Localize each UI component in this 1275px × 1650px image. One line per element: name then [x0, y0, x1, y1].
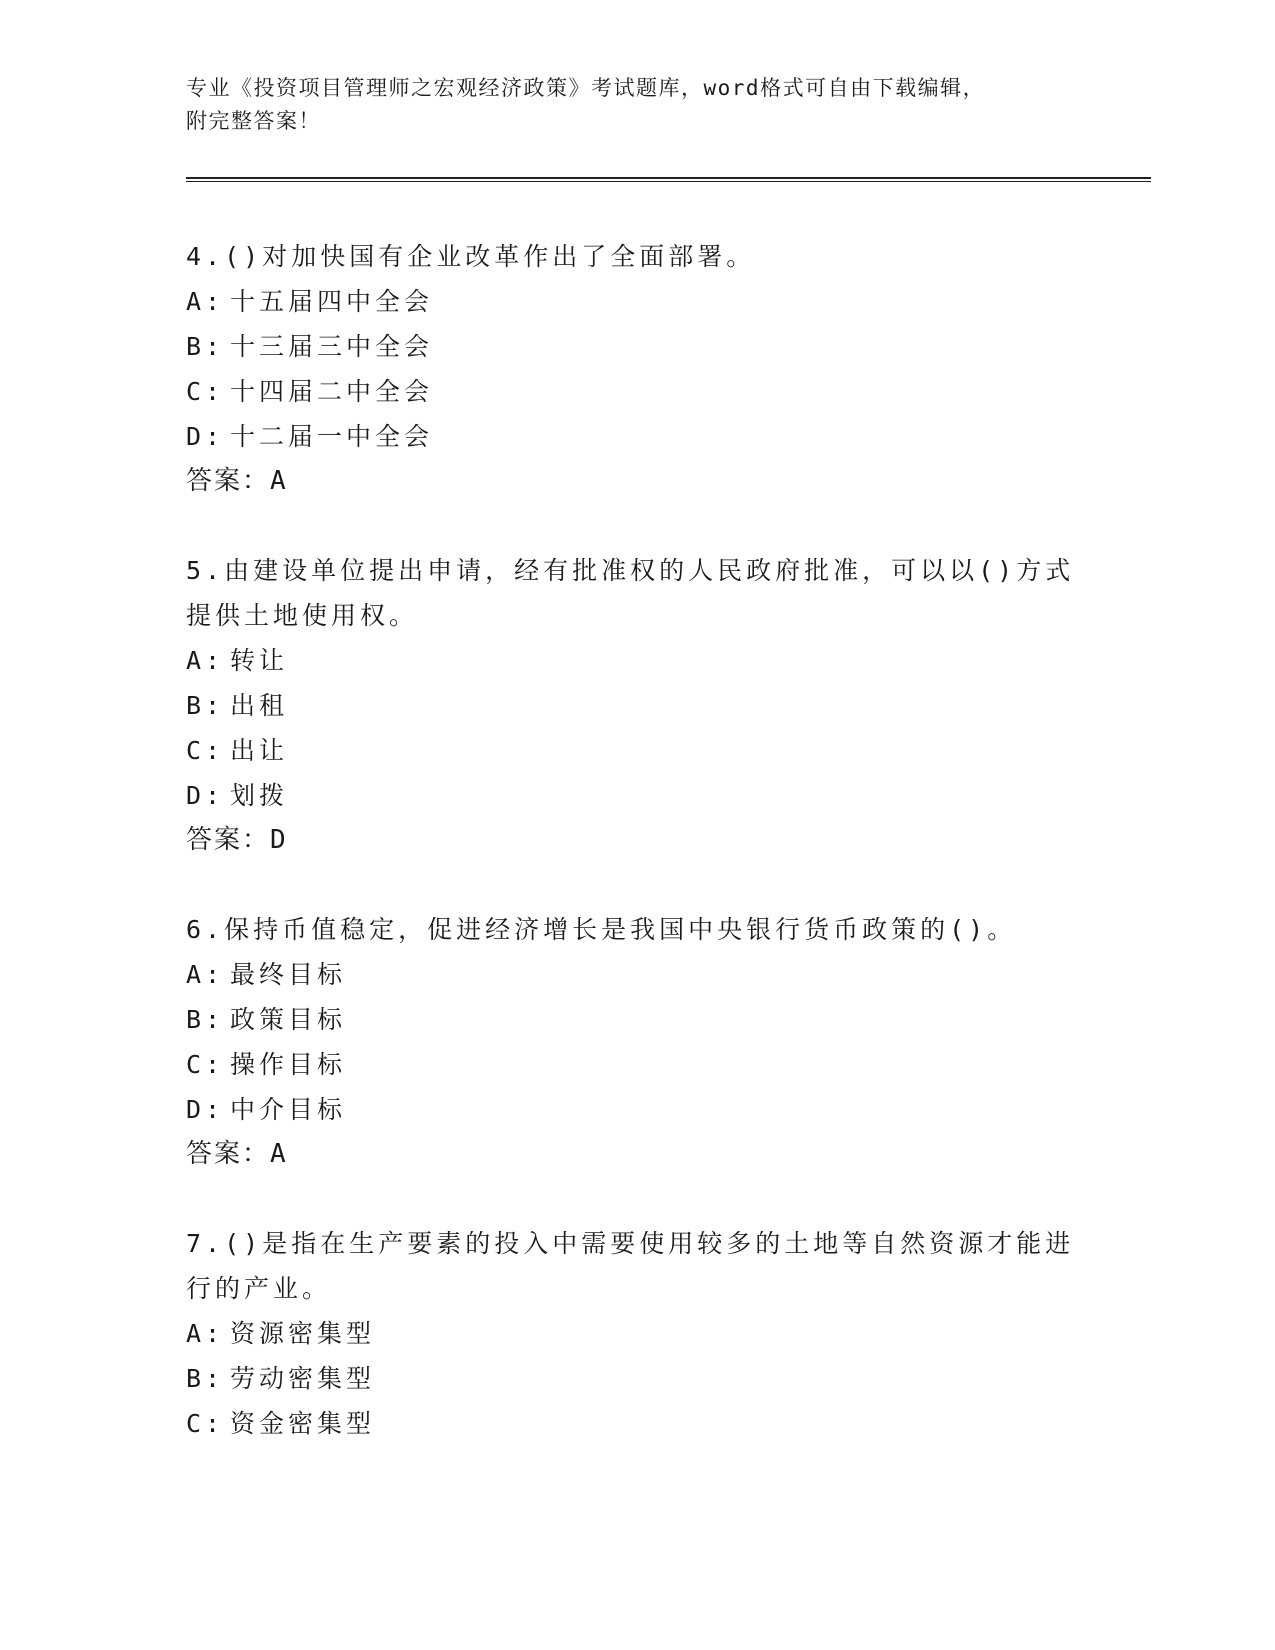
option-key: C:	[186, 736, 225, 765]
header-divider	[186, 177, 1151, 182]
question-stem: 4.()对加快国有企业改革作出了全面部署。	[186, 242, 756, 271]
document-header	[186, 72, 1086, 138]
option-key: A:	[186, 1319, 225, 1348]
option-text: 出租	[230, 691, 289, 720]
option-text: 政策目标	[230, 1005, 347, 1034]
option-key: C:	[186, 377, 225, 406]
option-text: 十二届一中全会	[230, 422, 434, 451]
option-key: D:	[186, 422, 225, 451]
question-stem-continued: 提供土地使用权。	[186, 601, 419, 630]
question-option-b	[186, 683, 1086, 728]
question-option-b	[186, 997, 1086, 1042]
question-option-d	[186, 1087, 1086, 1132]
option-key: A:	[186, 287, 225, 316]
question-option-d	[186, 773, 1086, 818]
question-stem-continued: 行的产业。	[186, 1274, 332, 1303]
question-option-b	[186, 1356, 1086, 1401]
question-item	[186, 1221, 1086, 1446]
question-answer: 答案：D	[186, 825, 288, 855]
header-line-1: 专业《投资项目管理师之宏观经济政策》考试题库，word格式可自由下载编辑，	[186, 76, 986, 100]
option-key: D:	[186, 1095, 225, 1124]
question-option-d	[186, 414, 1086, 459]
question-option-c	[186, 728, 1086, 773]
option-text: 划拨	[230, 781, 289, 810]
option-key: B:	[186, 1005, 225, 1034]
option-text: 出让	[230, 736, 289, 765]
option-text: 最终目标	[230, 960, 347, 989]
option-text: 十五届四中全会	[230, 287, 434, 316]
option-key: B:	[186, 1364, 225, 1393]
option-key: B:	[186, 332, 225, 361]
question-answer: 答案：A	[186, 1139, 288, 1169]
option-text: 操作目标	[230, 1050, 347, 1079]
option-key: C:	[186, 1409, 225, 1438]
option-text: 资源密集型	[230, 1319, 376, 1348]
question-option-c	[186, 369, 1086, 414]
question-item	[186, 234, 1086, 504]
question-stem: 7.()是指在生产要素的投入中需要使用较多的土地等自然资源才能进	[186, 1229, 1075, 1258]
question-option-c	[186, 1042, 1086, 1087]
option-text: 劳动密集型	[230, 1364, 376, 1393]
header-line-2: 附完整答案！	[186, 109, 321, 133]
option-key: A:	[186, 646, 225, 675]
option-key: B:	[186, 691, 225, 720]
question-option-c	[186, 1401, 1086, 1446]
question-list	[186, 234, 1086, 1490]
question-item	[186, 907, 1086, 1177]
question-answer: 答案：A	[186, 466, 288, 496]
option-text: 转让	[230, 646, 289, 675]
option-key: A:	[186, 960, 225, 989]
option-text: 资金密集型	[230, 1409, 376, 1438]
question-option-a	[186, 638, 1086, 683]
question-option-b	[186, 324, 1086, 369]
option-key: D:	[186, 781, 225, 810]
question-stem: 5.由建设单位提出申请，经有批准权的人民政府批准，可以以()方式	[186, 556, 1075, 585]
option-key: C:	[186, 1050, 225, 1079]
option-text: 十三届三中全会	[230, 332, 434, 361]
question-stem: 6.保持币值稳定，促进经济增长是我国中央银行货币政策的()。	[186, 915, 1017, 944]
question-item	[186, 548, 1086, 863]
question-option-a	[186, 279, 1086, 324]
option-text: 十四届二中全会	[230, 377, 434, 406]
question-option-a	[186, 952, 1086, 997]
question-option-a	[186, 1311, 1086, 1356]
option-text: 中介目标	[230, 1095, 347, 1124]
